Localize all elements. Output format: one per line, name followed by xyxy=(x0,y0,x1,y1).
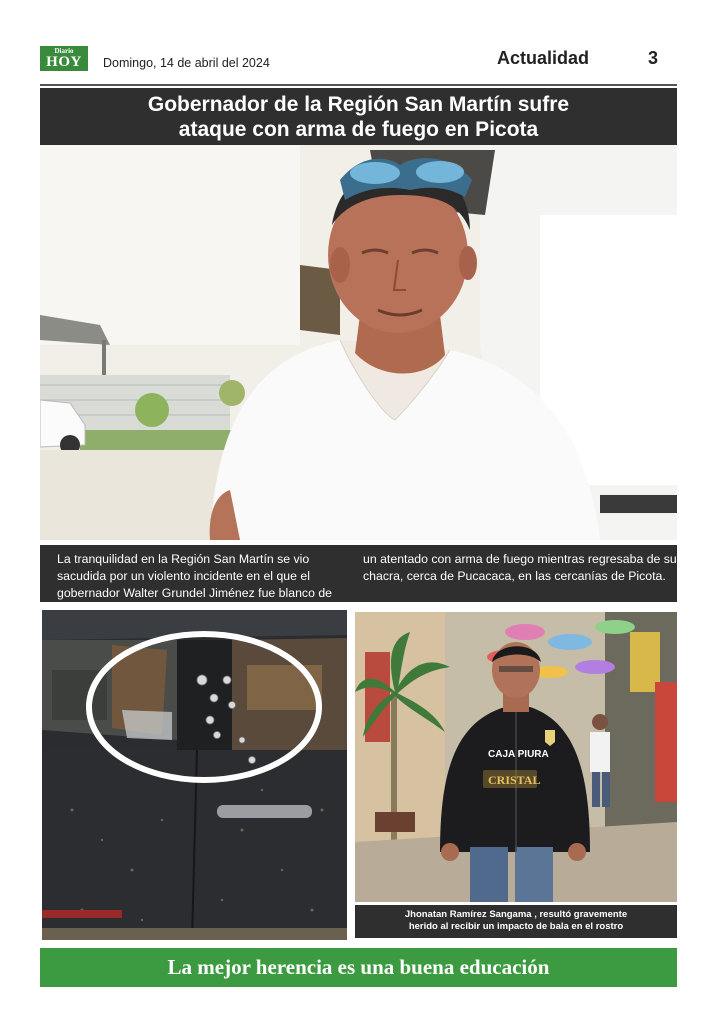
logo-main-text: HOY xyxy=(46,54,82,70)
newspaper-logo xyxy=(40,46,88,71)
caption-column-2: un atentado con arma de fuego mientras regresaba de su chacra, cerca de Pucacaca, en las cercanías de Picota. xyxy=(363,552,677,583)
governor-photo-illustration xyxy=(40,145,677,540)
headline-line-1: Gobernador de la Región San Martín sufre xyxy=(147,93,570,116)
vehicle-photo-illustration xyxy=(42,610,347,940)
jacket-text-2: CRISTAL xyxy=(488,773,541,787)
governor-photo xyxy=(40,145,677,540)
injured-man-caption xyxy=(355,905,677,938)
article-headline xyxy=(40,88,677,145)
footer-banner: La mejor herencia es una buena educación xyxy=(40,948,677,987)
caption-column-1: La tranquilidad en la Región San Martín se vio sacudida por un violento incidente en el que el gobernador Walter Grundel Jiménez fue blanco de xyxy=(57,552,333,600)
jacket-text-1: CAJA PIURA xyxy=(488,749,549,760)
injured-man-illustration xyxy=(355,612,677,902)
headline-line-2: ataque con arma de fuego en Picota xyxy=(178,118,539,141)
page-number: 3 xyxy=(648,48,659,68)
injured-caption-line-1: Jhonatan Ramírez Sangama , resultó gravemente xyxy=(404,909,628,920)
header-divider xyxy=(40,84,677,86)
section-title: Actualidad xyxy=(497,48,590,68)
vehicle-bullet-holes-photo xyxy=(42,610,347,940)
injured-caption-line-2: herido al recibir un impacto de bala en el rostro xyxy=(408,921,624,932)
logo-top-text: Diario xyxy=(54,47,74,55)
issue-date: Domingo, 14 de abril del 2024 xyxy=(103,56,270,70)
main-photo-caption xyxy=(40,545,677,602)
injured-man-photo xyxy=(355,612,677,902)
